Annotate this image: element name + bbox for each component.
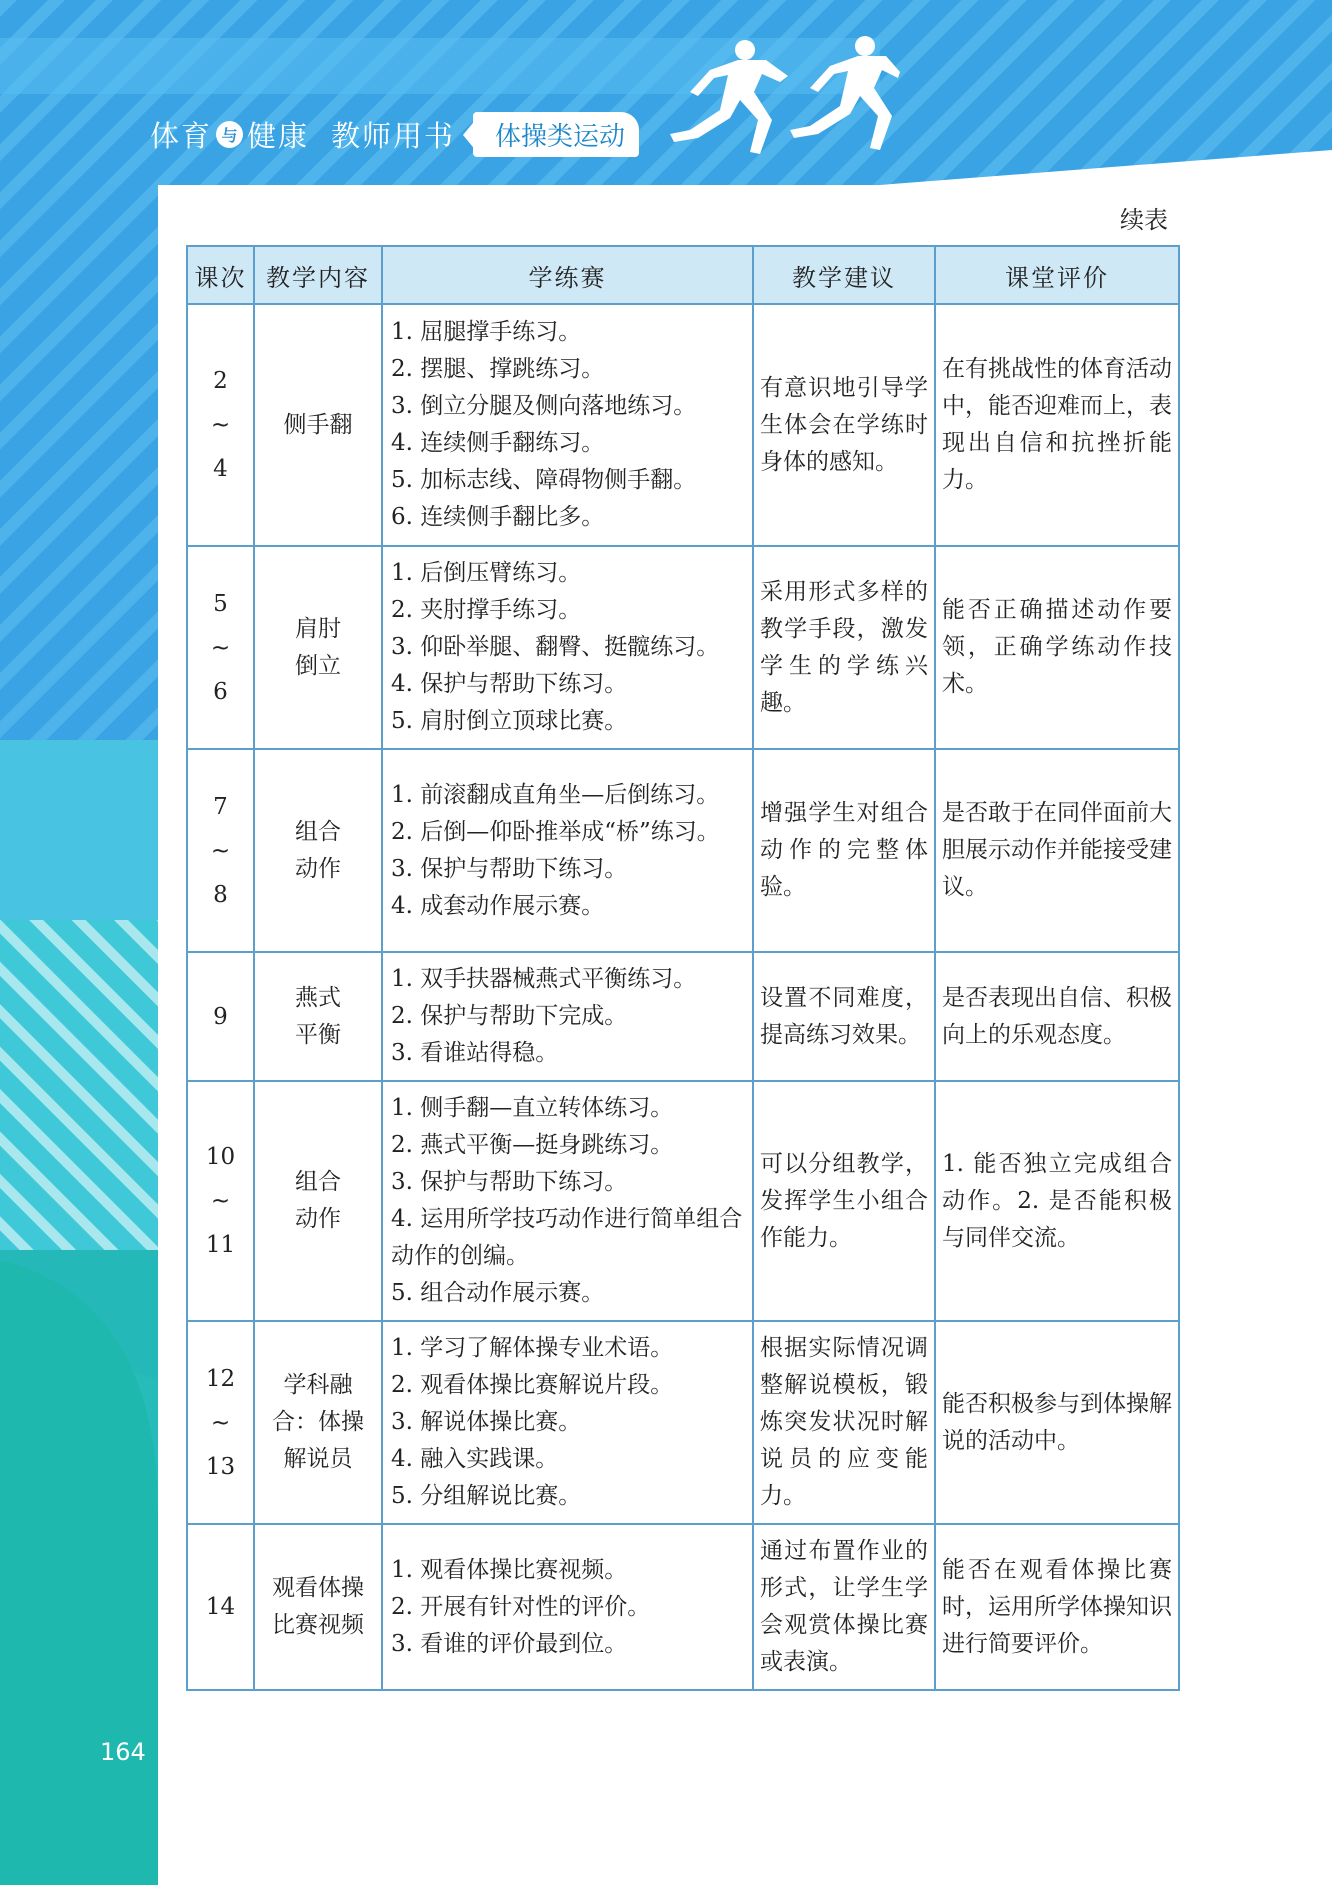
class-evaluation: 能否积极参与到体操解说的活动中。	[935, 1321, 1179, 1524]
lesson-plan-table	[186, 245, 1180, 1691]
list-item: 1. 学习了解体操专业术语。	[391, 1335, 674, 1361]
teaching-advice: 增强学生对组合动作的完整体验。	[753, 749, 935, 952]
lesson-start: 7	[213, 793, 228, 820]
table-row	[187, 952, 1179, 1081]
list-item: 4. 保护与帮助下练习。	[391, 671, 628, 697]
lesson-start: 10	[205, 1144, 236, 1170]
book-type: 教师用书	[331, 119, 456, 153]
content-line: 观看体操	[272, 1575, 364, 1601]
list-item: 2. 夹肘撑手练习。	[391, 597, 582, 623]
content-line: 燕式	[295, 984, 341, 1011]
lesson-tilde: ~	[210, 1188, 231, 1214]
content-line: 肩肘	[295, 615, 341, 642]
list-item: 1. 观看体操比赛视频。	[391, 1556, 628, 1583]
lesson-start: 9	[213, 1003, 228, 1030]
lesson-end: 6	[213, 678, 228, 705]
list-item: 1. 屈腿撑手练习。	[391, 319, 582, 345]
list-item: 2. 保护与帮助下完成。	[391, 1003, 628, 1029]
lesson-tilde: ~	[210, 634, 231, 661]
teaching-content	[254, 1081, 382, 1321]
brand-pre: 体育	[150, 119, 213, 153]
content-line: 倒立	[295, 652, 341, 679]
content-line: 动作	[295, 855, 341, 882]
list-item: 5. 加标志线、障碍物侧手翻。	[391, 467, 697, 493]
list-item: 1. 前滚翻成直角坐—后倒练习。	[391, 781, 720, 808]
list-item: 3. 看谁站得稳。	[391, 1040, 559, 1066]
runners-silhouette	[650, 30, 900, 160]
table-row	[187, 1321, 1179, 1524]
class-evaluation: 在有挑战性的体育活动中，能否迎难而上，表现出自信和抗挫折能力。	[935, 304, 1179, 546]
practice-list	[382, 952, 753, 1081]
practice-list	[382, 1524, 753, 1690]
list-item: 3. 保护与帮助下练习。	[391, 1169, 628, 1195]
list-item: 3. 仰卧举腿、翻臀、挺髋练习。	[391, 634, 720, 660]
table-row	[187, 1524, 1179, 1690]
lesson-number	[187, 1321, 254, 1524]
table-row	[187, 749, 1179, 952]
teaching-advice: 可以分组教学，发挥学生小组合作能力。	[753, 1081, 935, 1321]
list-item: 4. 运用所学技巧动作进行简单组合动作的创编。	[391, 1206, 743, 1269]
table-row	[187, 1081, 1179, 1321]
list-item: 4. 融入实践课。	[391, 1446, 559, 1472]
practice-list	[382, 1321, 753, 1524]
list-item: 2. 开展有针对性的评价。	[391, 1593, 651, 1620]
lesson-number	[187, 304, 254, 546]
list-item: 1. 双手扶器械燕式平衡练习。	[391, 966, 697, 992]
teaching-advice: 有意识地引导学生体会在学练时身体的感知。	[753, 304, 935, 546]
teaching-content	[254, 304, 382, 546]
content-line: 比赛视频	[272, 1612, 364, 1638]
header-lesson: 课次	[187, 246, 254, 304]
class-evaluation: 1. 能否独立完成组合动作。2. 是否能积极与同伴交流。	[935, 1081, 1179, 1321]
continued-label: 续表	[1120, 206, 1168, 234]
teaching-advice: 设置不同难度，提高练习效果。	[753, 952, 935, 1081]
running-header	[150, 112, 639, 157]
list-item: 4. 成套动作展示赛。	[391, 892, 605, 919]
list-item: 2. 后倒—仰卧推举成“桥”练习。	[391, 818, 720, 845]
list-item: 5. 组合动作展示赛。	[391, 1280, 605, 1306]
lesson-number	[187, 1524, 254, 1690]
table-row	[187, 546, 1179, 749]
lesson-start: 12	[205, 1365, 236, 1392]
list-item: 3. 保护与帮助下练习。	[391, 855, 628, 882]
lesson-number	[187, 1081, 254, 1321]
teaching-content	[254, 1321, 382, 1524]
teaching-content	[254, 952, 382, 1081]
lesson-tilde: ~	[210, 837, 231, 864]
list-item: 3. 倒立分腿及侧向落地练习。	[391, 393, 697, 419]
practice-list	[382, 304, 753, 546]
lesson-end: 8	[213, 881, 228, 908]
header-advice: 教学建议	[753, 246, 935, 304]
content-line: 组合	[295, 1169, 341, 1195]
content-line: 平衡	[295, 1021, 341, 1048]
lesson-start: 2	[213, 368, 228, 394]
page-number: 164	[100, 1738, 146, 1766]
content-line: 组合	[295, 818, 341, 845]
class-evaluation: 是否表现出自信、积极向上的乐观态度。	[935, 952, 1179, 1081]
header-practice: 学练赛	[382, 246, 753, 304]
content-line: 侧手翻	[283, 411, 353, 438]
list-item: 4. 连续侧手翻练习。	[391, 430, 605, 456]
practice-list	[382, 1081, 753, 1321]
lesson-end: 11	[205, 1232, 236, 1258]
teaching-content	[254, 749, 382, 952]
header-content: 教学内容	[254, 246, 382, 304]
teaching-advice: 采用形式多样的教学手段，激发学生的学练兴趣。	[753, 546, 935, 749]
practice-list	[382, 749, 753, 952]
list-item: 2. 燕式平衡—挺身跳练习。	[391, 1132, 674, 1158]
lesson-end: 4	[213, 456, 228, 482]
content-line: 动作	[295, 1206, 341, 1232]
header-evaluation: 课堂评价	[935, 246, 1179, 304]
teaching-content	[254, 1524, 382, 1690]
lesson-end: 13	[205, 1453, 236, 1480]
list-item: 6. 连续侧手翻比多。	[391, 504, 605, 530]
teaching-advice: 根据实际情况调整解说模板，锻炼突发状况时解说员的应变能力。	[753, 1321, 935, 1524]
lesson-number	[187, 952, 254, 1081]
class-evaluation: 能否正确描述动作要领，正确学练动作技术。	[935, 546, 1179, 749]
list-item: 1. 侧手翻—直立转体练习。	[391, 1095, 674, 1121]
brand-post: 健康	[247, 119, 310, 153]
section-tag: 体操类运动	[473, 112, 639, 157]
section-tag-wrap	[473, 112, 639, 157]
list-item: 5. 分组解说比赛。	[391, 1483, 582, 1509]
lesson-number	[187, 546, 254, 749]
teaching-advice: 通过布置作业的形式，让学生学会观赏体操比赛或表演。	[753, 1524, 935, 1690]
table-header-row	[187, 246, 1179, 304]
class-evaluation: 能否在观看体操比赛时，运用所学体操知识进行简要评价。	[935, 1524, 1179, 1690]
practice-list	[382, 546, 753, 749]
teaching-content	[254, 546, 382, 749]
book-brand	[150, 114, 309, 155]
lesson-start: 14	[205, 1594, 236, 1620]
content-line: 解说员	[283, 1446, 353, 1472]
lesson-start: 5	[213, 590, 228, 617]
lesson-number	[187, 749, 254, 952]
class-evaluation: 是否敢于在同伴面前大胆展示动作并能接受建议。	[935, 749, 1179, 952]
list-item: 5. 肩肘倒立顶球比赛。	[391, 708, 628, 734]
list-item: 3. 解说体操比赛。	[391, 1409, 582, 1435]
list-item: 2. 摆腿、撑跳练习。	[391, 356, 605, 382]
table-row	[187, 304, 1179, 546]
content-line: 合：体操	[272, 1409, 364, 1435]
content-line: 学科融	[283, 1372, 353, 1398]
lesson-tilde: ~	[210, 412, 231, 438]
lesson-tilde: ~	[210, 1409, 231, 1436]
list-item: 3. 看谁的评价最到位。	[391, 1630, 628, 1657]
list-item: 1. 后倒压臂练习。	[391, 560, 582, 586]
list-item: 2. 观看体操比赛解说片段。	[391, 1372, 674, 1398]
brand-yu-badge: 与	[216, 121, 243, 148]
